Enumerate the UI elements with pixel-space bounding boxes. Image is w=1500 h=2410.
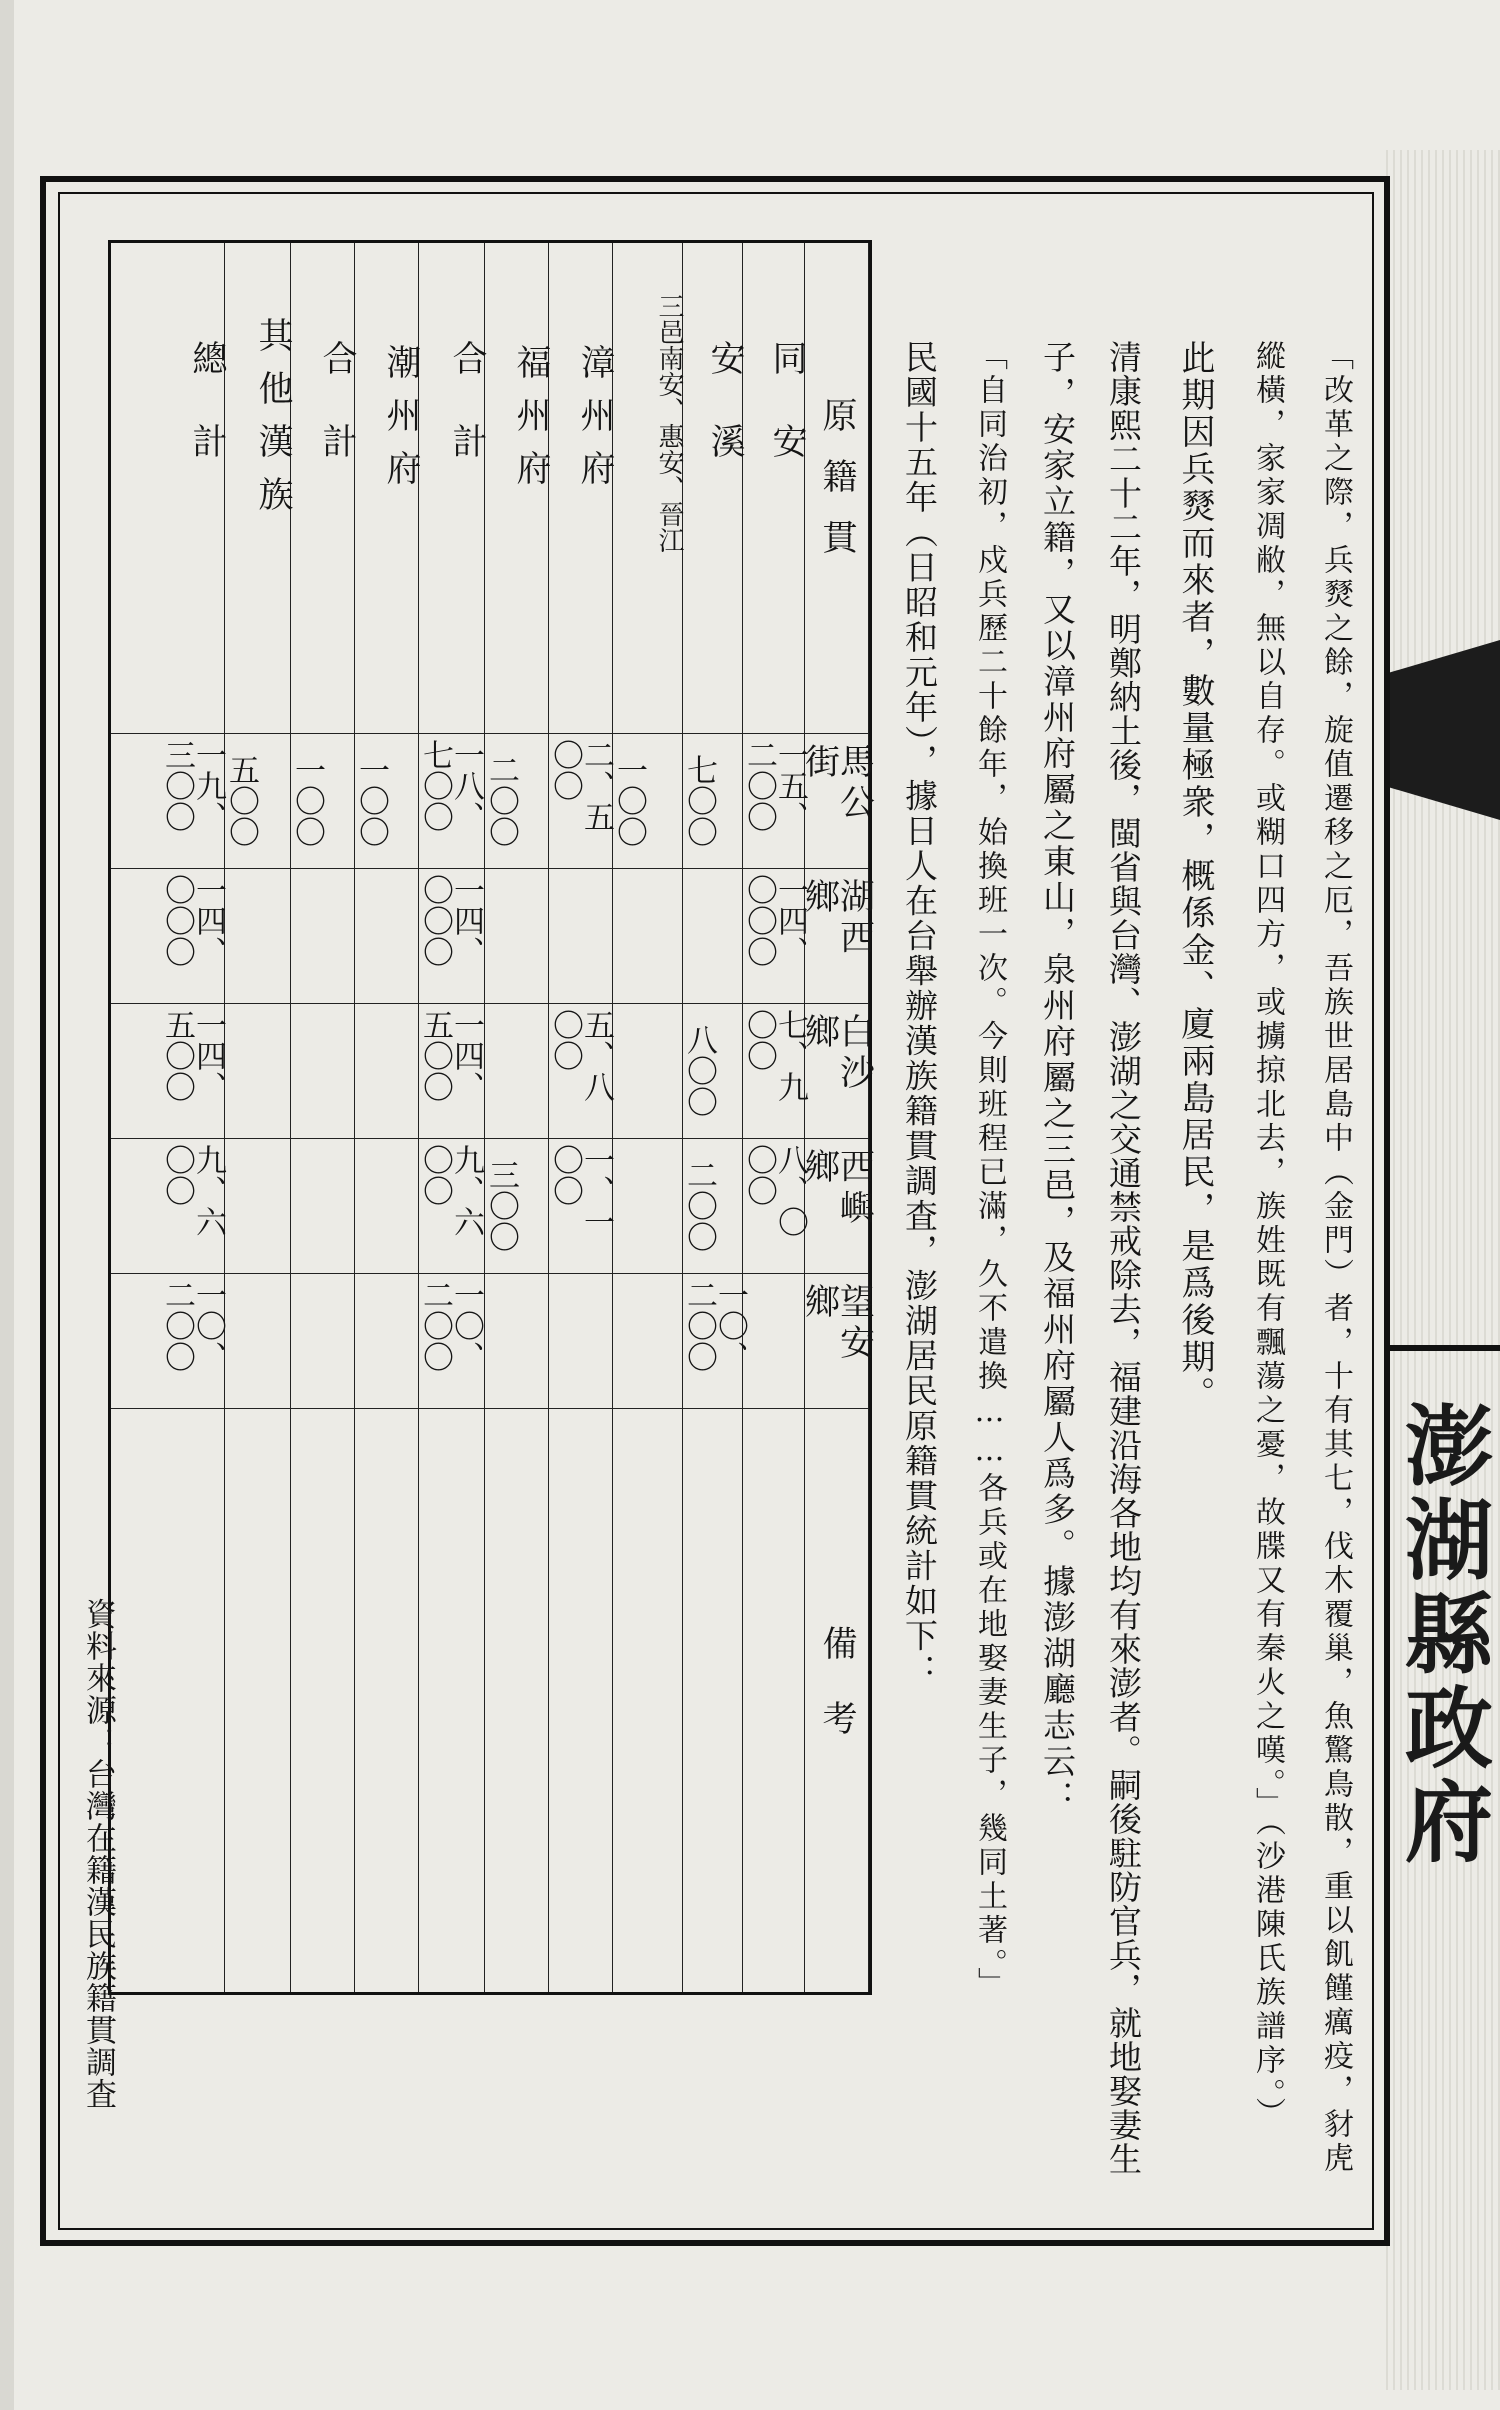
table-row [291,243,355,1992]
table-row [549,243,613,1992]
paragraph-5: 子，安家立籍，又以漳州府屬之東山，泉州府屬之三邑，及福州府屬人爲多。據澎湖廳志云： [1038,340,1077,1816]
table-row [681,243,748,1992]
table-header-1: 馬公街 [799,743,875,825]
table-row [741,243,808,1992]
table-header-2: 湖西鄉 [799,878,875,960]
table-cell: 一〇〇 [611,754,647,847]
table-section-divider [111,733,869,734]
paragraph-7: 民國十五年（日昭和元年），據日人在台舉辦漢族籍貫調査，澎湖居民原籍貫統計如下： [900,340,939,1689]
table-cell: 一〇、二〇〇 [417,1279,484,1372]
paragraph-4: 清康熙二十二年，明鄭納土後，閩省與台灣、澎湖之交通禁戒除去，福建沿海各地均有來澎者。嗣後駐防官兵，就地娶妻生 [1104,340,1143,2176]
table-cell: 二〇〇 [681,1159,717,1252]
band-title: 澎湖縣政府 [1391,1400,1495,1870]
table-cell: 九、六〇〇 [159,1144,226,1237]
page-edge-shadow [0,0,14,2410]
table-cell: 一九、三〇〇 [159,739,226,832]
table-section-divider [111,1003,869,1004]
table-cell: 一四、〇〇〇 [159,874,226,967]
table-cell: 一、一〇〇 [547,1144,614,1237]
table-cell: 一四、五〇〇 [159,1009,226,1102]
table-section-divider [111,1408,869,1409]
table-header-6: 備考 [817,1625,857,1775]
table-cell: 一〇、二〇〇 [681,1279,748,1372]
band-divider-line [1390,1345,1500,1351]
paragraph-3: 此期因兵燹而來者，數量極衆，概係金、廈兩島居民，是爲後期。 [1175,340,1215,1413]
table-cell: 九、六〇〇 [417,1144,484,1237]
table-header-4: 西嶼鄉 [799,1148,875,1230]
table-row [355,243,419,1992]
table-section-divider [111,1273,869,1274]
origin-statistics-table [108,240,875,1995]
table-section-divider [111,1138,869,1139]
row-label: 福州府 [511,343,551,503]
table-cell: 五、八〇〇 [547,1009,614,1102]
table-section-divider [111,868,869,869]
table-cell: 二、五〇〇 [547,739,614,832]
table-header-5: 望安鄉 [799,1283,875,1365]
table-cell: 一五、二〇〇 [741,739,808,832]
row-label: 合計 [447,340,487,506]
table-cell: 二〇〇 [483,754,519,847]
row-label: 漳州府 [575,343,615,503]
table-cell: 八〇〇 [681,1024,717,1117]
row-label: 同安 [767,340,807,506]
table-row [485,243,549,1992]
table-row [161,243,225,1992]
paragraph-1: 「改革之際，兵燹之餘，旋值遷移之厄，吾族世居島中（金門）者，十有其七，伐木覆巢，魚驚鳥散，重以飢饉癘疫，豺虎 [1318,340,1353,2176]
row-label: 三邑南安、惠安、晉江 [654,293,684,553]
table-row [613,243,683,1992]
row-label: 潮州府 [381,343,421,503]
row-label: 安溪 [705,340,745,506]
row-label: 合計 [317,340,357,506]
table-cell: 一〇〇 [289,754,325,847]
table-row [225,243,291,1992]
table-header-column [799,243,875,1992]
row-label: 總計 [187,340,227,506]
table-row [419,243,485,1992]
row-label: 其他漢族 [253,317,293,529]
table-cell: 一四、〇〇〇 [417,874,484,967]
paragraph-2: 縱橫，家家凋敝，無以自存。或糊口四方，或擄掠北去，族姓既有飄蕩之憂，故牒又有秦火之嘆。」（沙港陳氏族譜序。） [1250,340,1285,2131]
table-cell: 八、〇〇〇 [741,1144,808,1237]
table-cell: 一四、五〇〇 [417,1009,484,1102]
table-cell: 一八、七〇〇 [417,739,484,832]
table-cell: 五〇〇 [223,754,259,847]
table-header-0: 原籍貫 [817,396,857,580]
paragraph-6: 「自同治初，戍兵歷二十餘年，始換班一次。今則班程已滿，久不遣換……各兵或在地娶妻生子，幾同土著。」 [972,340,1007,2001]
table-cell: 七〇〇 [681,754,717,847]
table-cell: 三〇〇 [483,1159,519,1252]
table-header-3: 白沙鄉 [799,1013,875,1095]
table-cell: 七、九〇〇 [741,1009,808,1102]
source-note: 資料來源：台灣在籍漢民族籍貫調査 [80,1598,116,2110]
table-cell: 一〇、二〇〇 [159,1279,226,1372]
table-cell: 一〇〇 [353,754,389,847]
table-cell: 一四、〇〇〇 [741,874,808,967]
